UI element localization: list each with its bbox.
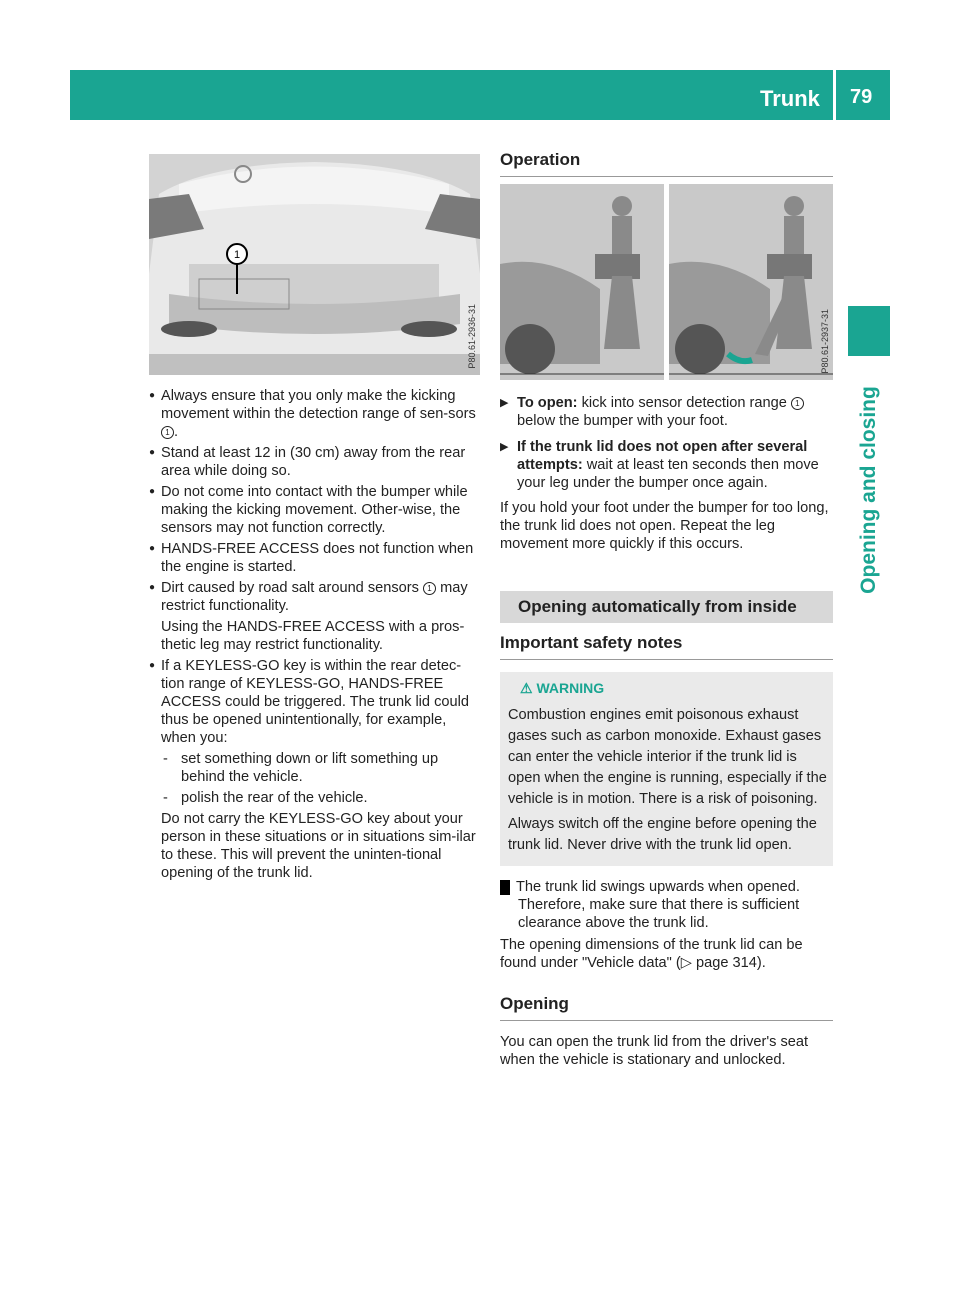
page-ref-arrow-icon: ▷ [680, 955, 692, 971]
auto-open-heading: Opening automatically from inside [500, 591, 833, 623]
car-rear-illustration [149, 154, 480, 375]
paragraph: You can open the trunk lid from the driver's seat when the vehicle is stationary and unlocked. [500, 1034, 809, 1068]
rear-bumper-figure [149, 154, 480, 375]
warning-title: ⚠ WARNING [520, 680, 605, 696]
left-column [149, 154, 480, 885]
operation-heading: Operation [500, 150, 833, 177]
paragraph: If you hold your foot under the bumper for too long, the trunk lid does not open. Repeat the leg movement more quickly if this occurs. [500, 500, 829, 552]
chapter-tab [848, 306, 890, 356]
note: ! The trunk lid swings upwards when opened. Therefore, make sure that there is sufficient clearance above the trunk lid. [494, 879, 800, 931]
list-item-note: Do not carry the KEYLESS-GO key about your person in these situations or in situations sim-ilar to these. This will prevent the uninten-tional opening of the trunk lid. [161, 811, 476, 881]
warning-text: Always switch off the engine before opening the trunk lid. Never drive with the trunk lid open. [508, 816, 817, 853]
list-item: ● Do not come into contact with the bumper while making the kicking movement. Other-wise, the sensors may not function correctly. [149, 483, 480, 537]
step-retry: ▶ If the trunk lid does not open after several attempts: wait at least ten seconds then move your leg under the bumper once again. [500, 438, 833, 492]
figure-code: P80.61-2936-31 [467, 304, 477, 369]
warning-triangle-icon: ⚠ [520, 680, 537, 696]
safety-bullet-list [149, 387, 480, 882]
dash-item: - set something down or lift something up behind the vehicle. [161, 750, 480, 786]
chapter-label: Opening and closing [857, 386, 880, 594]
kick-operation-figure [500, 184, 833, 380]
right-column [494, 150, 833, 1069]
callout-1-icon: 1 [161, 426, 174, 439]
dash-list [161, 750, 480, 807]
kick-illustration [500, 184, 833, 380]
callout-1: 1 [233, 249, 241, 261]
warning-box [500, 672, 833, 866]
opening-heading: Opening [500, 994, 833, 1021]
dash-item: - polish the rear of the vehicle. [161, 789, 480, 807]
list-item: ● HANDS-FREE ACCESS does not function when the engine is started. [149, 540, 480, 576]
callout-1-icon: 1 [791, 397, 804, 410]
figure-code: P80.61-2937-31 [820, 309, 830, 374]
exclamation-icon: ! [500, 880, 510, 895]
list-item-note: Using the HANDS-FREE ACCESS with a pros-thetic leg may restrict functionality. [161, 619, 465, 653]
list-item: ● Always ensure that you only make the kicking movement within the detection range of sen-sors 1 . [149, 387, 480, 441]
list-item: ● If a KEYLESS-GO key is within the rear detec-tion range of KEYLESS-GO, HANDS-FREE ACCESS could be triggered. The trunk lid could thus be opened unintentionally, for example, when you: - set something down or lift something up behind the vehicle. - polish the rear of the vehicle. Do not carry the KEYLESS-GO key about your person in these situations or in situations sim-ilar to these. This will prevent the uninten-tional opening of the trunk lid. [149, 657, 480, 882]
warning-text: Combustion engines emit poisonous exhaust gases such as carbon monoxide. Exhaust gases can enter the vehicle interior if the trunk lid is open when the engine is running, especially if the vehicle is in motion. There is a risk of poisoning. [508, 707, 827, 807]
safety-heading: Important safety notes [500, 633, 833, 660]
list-item: ● Dirt caused by road salt around sensors 1 may restrict functionality. Using the HANDS-FREE ACCESS with a pros-thetic leg may restrict functionality. [149, 579, 480, 654]
paragraph: The opening dimensions of the trunk lid can be found under "Vehicle data" (▷ page 314). [500, 937, 803, 971]
callout-1-icon: 1 [423, 582, 436, 595]
header-separator [833, 70, 836, 120]
list-item: ● Stand at least 12 in (30 cm) away from the rear area while doing so. [149, 444, 480, 480]
page-number: 79 [850, 86, 873, 108]
section-title: Trunk [760, 86, 820, 111]
step-open: ▶ To open: kick into sensor detection range 1 below the bumper with your foot. [500, 394, 833, 430]
